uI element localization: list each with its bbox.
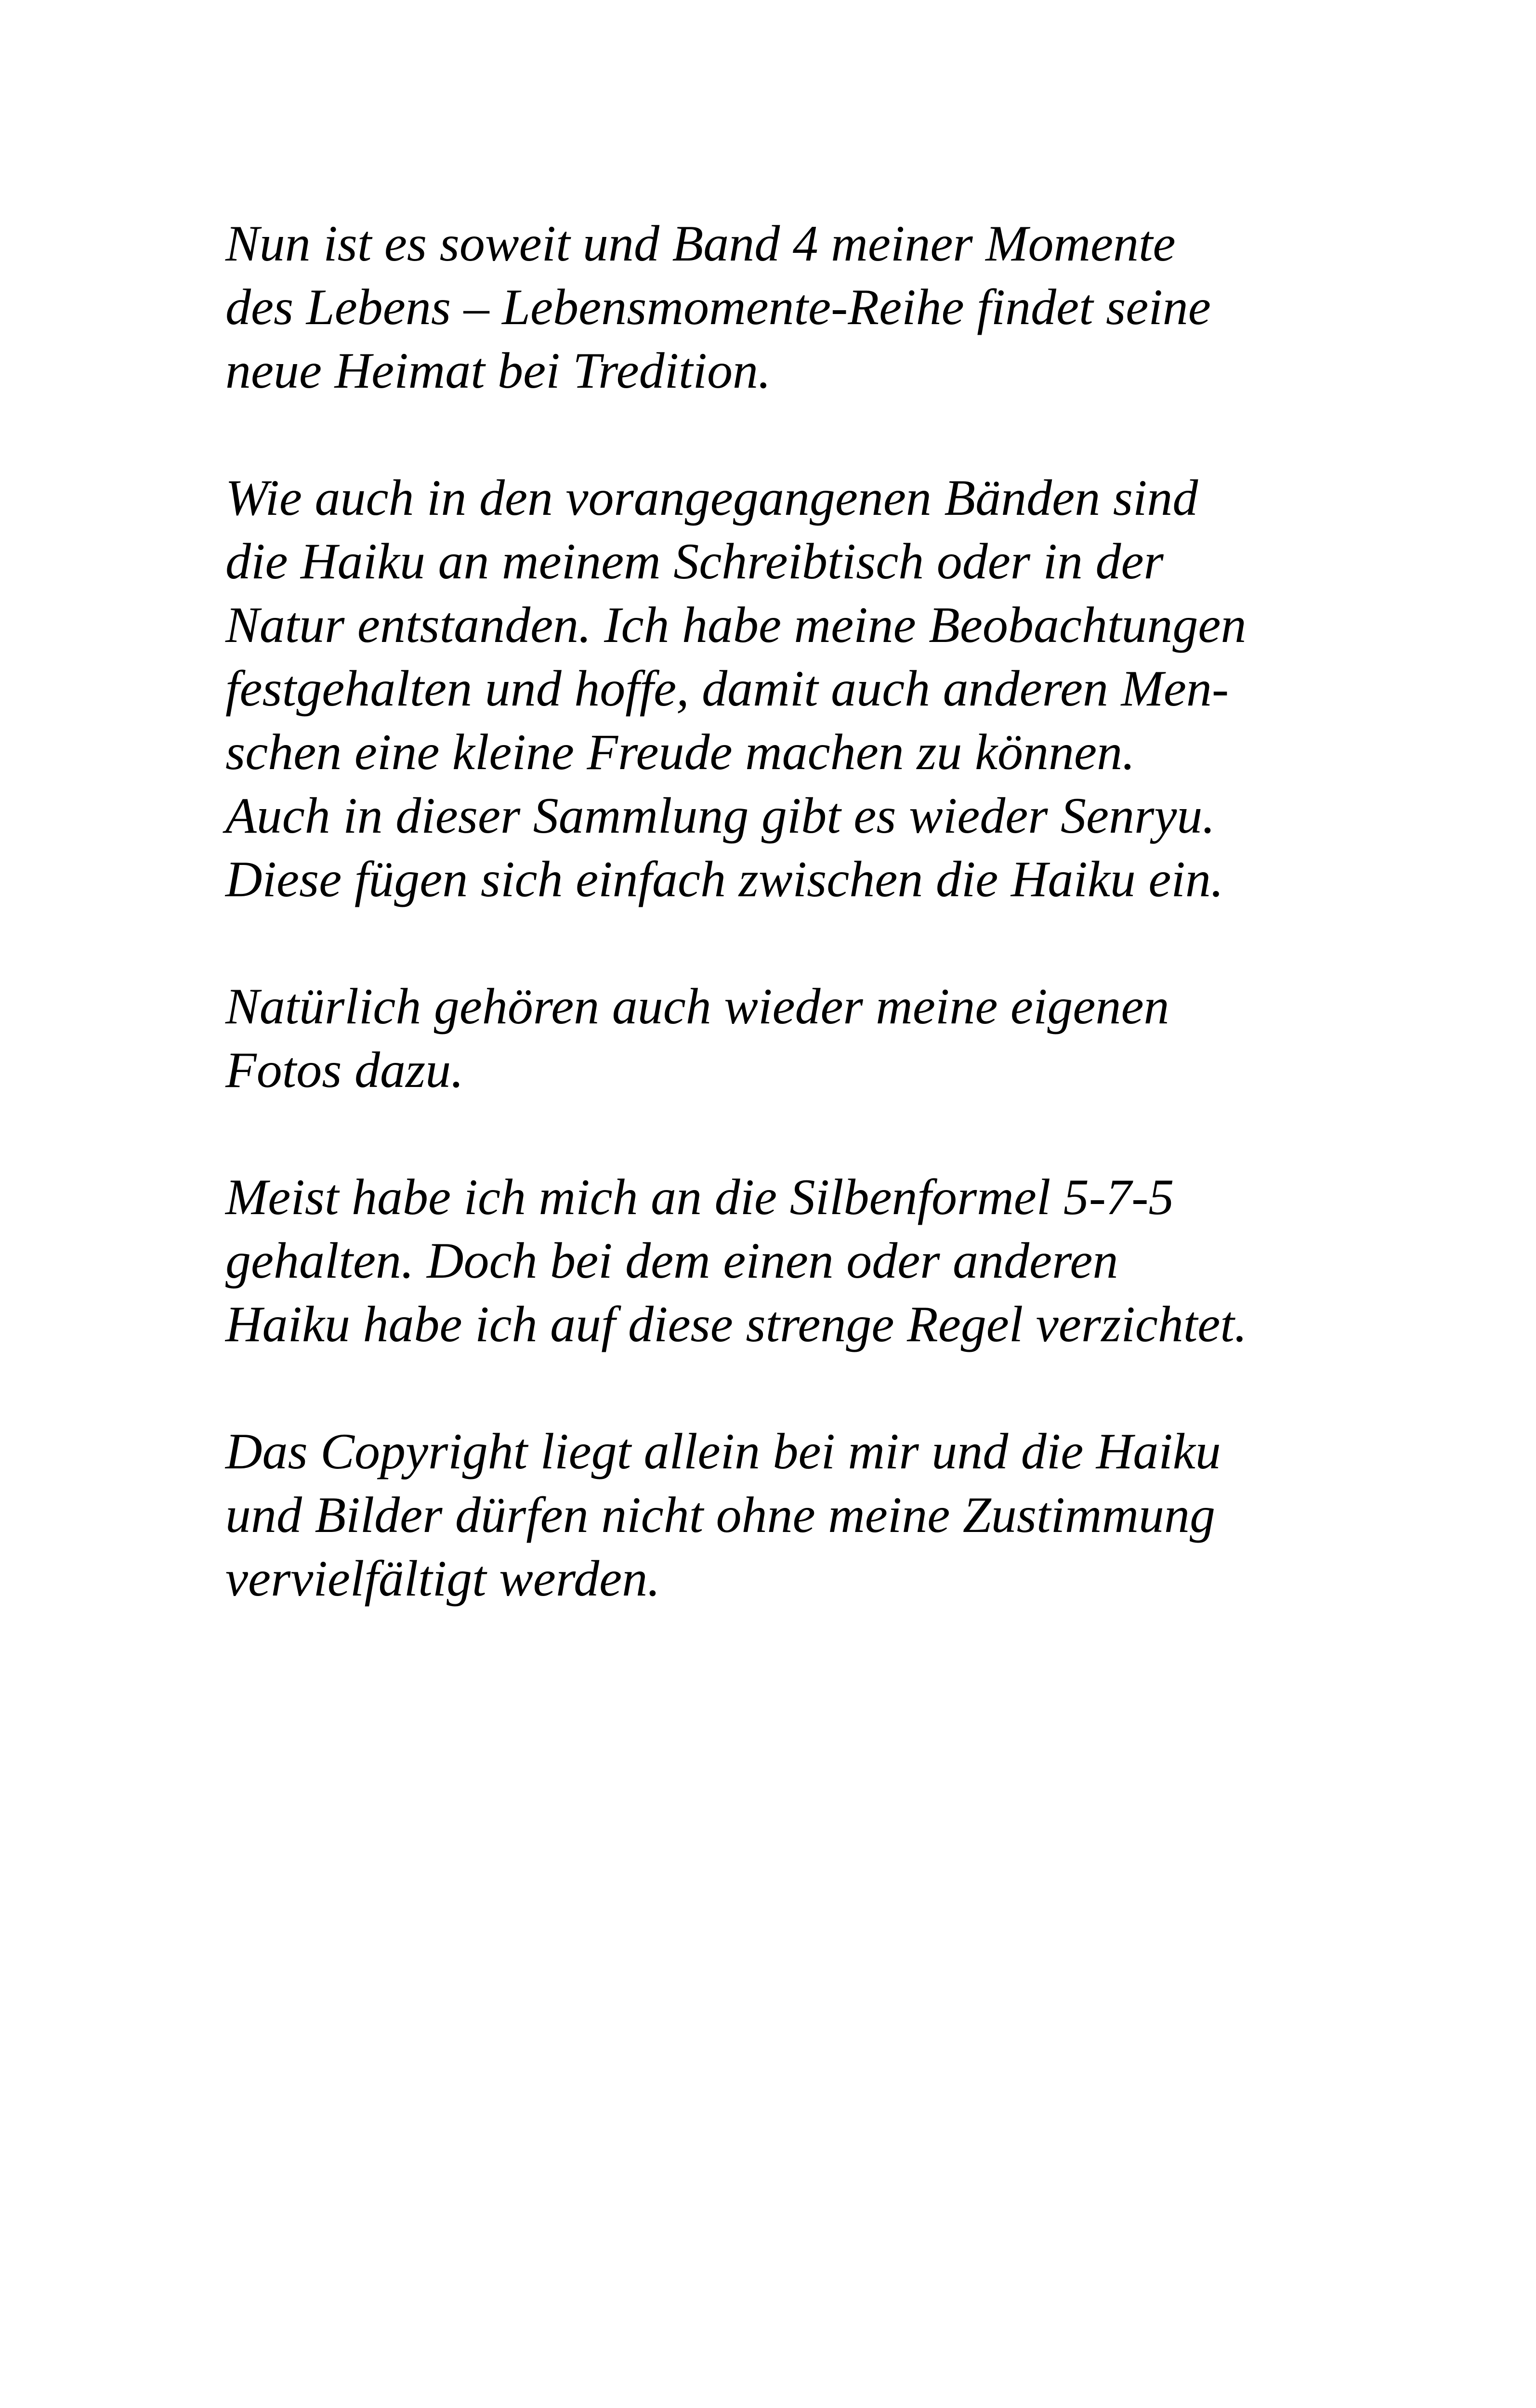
text-line: Nun ist es soweit und Band 4 meiner Momente xyxy=(225,215,1176,272)
text-line: festgehalten und hoffe, damit auch anderen Men- xyxy=(225,660,1229,717)
text-line: die Haiku an meinem Schreibtisch oder in der xyxy=(225,533,1164,589)
text-line: Diese fügen sich einfach zwischen die Haiku ein. xyxy=(225,851,1224,907)
text-line: gehalten. Doch bei dem einen oder anderen xyxy=(225,1232,1118,1289)
text-line: Haiku habe ich auf diese strenge Regel verzichtet. xyxy=(225,1296,1247,1352)
text-line: schen eine kleine Freude machen zu können. xyxy=(225,724,1135,780)
text-line: Das Copyright liegt allein bei mir und die Haiku xyxy=(225,1423,1221,1479)
text-line: und Bilder dürfen nicht ohne meine Zustimmung xyxy=(225,1487,1215,1543)
text-line: neue Heimat bei Tredition. xyxy=(225,342,771,399)
text-line: des Lebens – Lebensmomente-Reihe findet seine xyxy=(225,279,1211,335)
paragraph-origin xyxy=(225,466,1381,911)
paragraph-copyright xyxy=(225,1420,1381,1610)
body-text xyxy=(225,212,1381,1674)
text-line: Fotos dazu. xyxy=(225,1042,464,1098)
text-line: Natürlich gehören auch wieder meine eigenen xyxy=(225,978,1169,1034)
text-line: Wie auch in den vorangegangenen Bänden sind xyxy=(225,470,1198,526)
text-line: Auch in dieser Sammlung gibt es wieder Senryu. xyxy=(225,787,1215,844)
text-line: vervielfältigt werden. xyxy=(225,1550,660,1607)
text-line: Meist habe ich mich an die Silbenformel 5-7-5 xyxy=(225,1169,1174,1225)
paragraph-photos xyxy=(225,975,1381,1102)
paragraph-syllables xyxy=(225,1165,1381,1356)
paragraph-intro xyxy=(225,212,1381,403)
text-line: Natur entstanden. Ich habe meine Beobachtungen xyxy=(225,597,1247,653)
